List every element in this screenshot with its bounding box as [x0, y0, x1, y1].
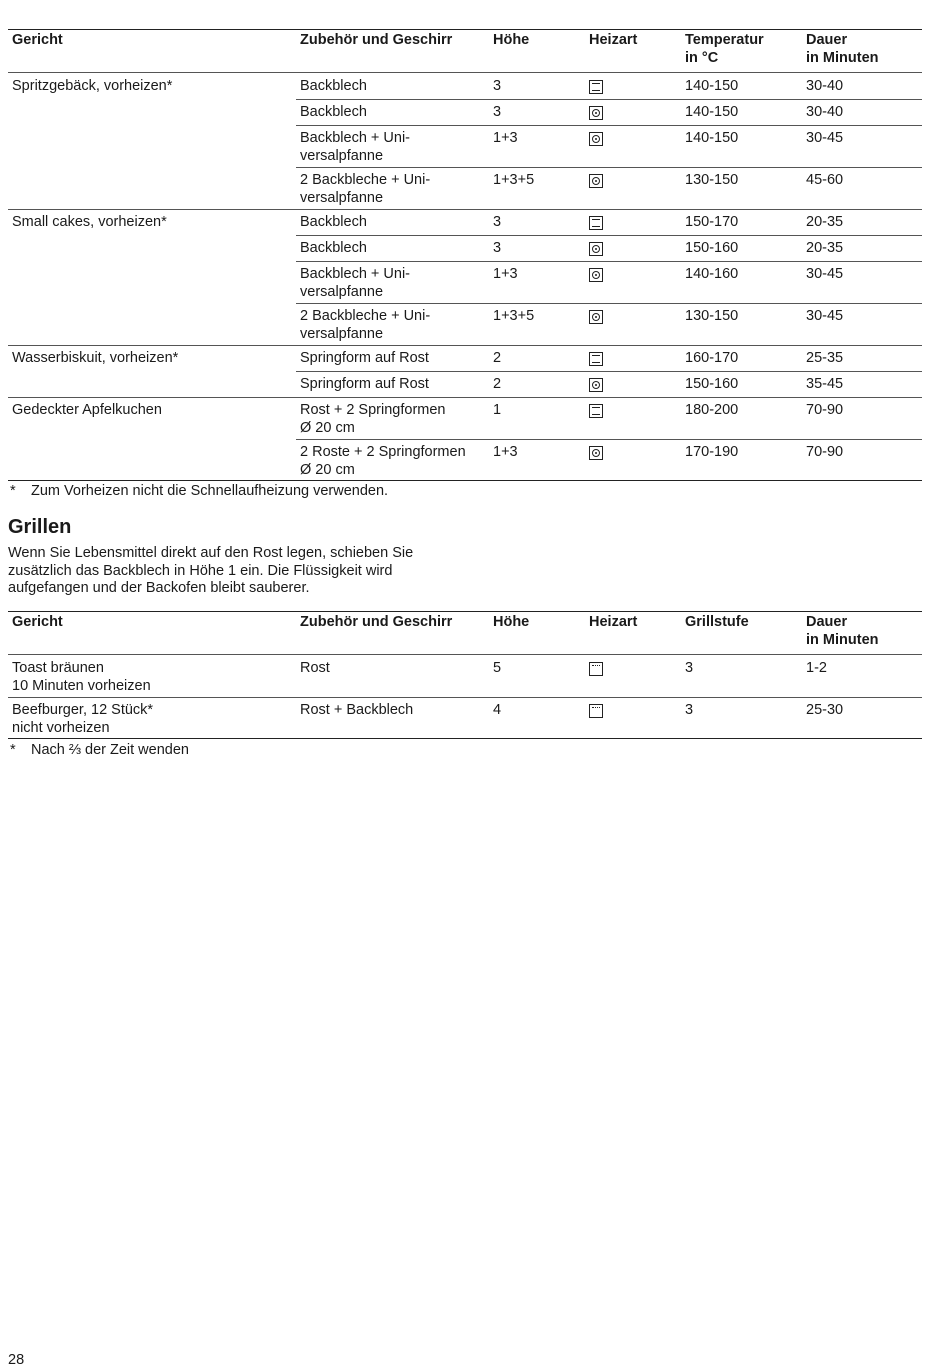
- duration: 30-40: [806, 78, 844, 94]
- temperature: 150-160: [685, 376, 739, 392]
- duration: 20-35: [806, 240, 844, 256]
- duration: 70-90: [806, 444, 844, 460]
- header-heating: Heizart: [589, 32, 638, 48]
- header-height: Höhe: [493, 614, 530, 630]
- accessory-line-2: versalpfanne: [300, 147, 384, 164]
- temperature: 140-160: [685, 266, 739, 282]
- grill-icon: [589, 662, 603, 676]
- dish-name: Gedeckter Apfelkuchen: [12, 402, 162, 418]
- dish-line-2: nicht vorheizen: [12, 719, 110, 736]
- heissluft-icon: [589, 268, 603, 282]
- row-rule: [8, 209, 922, 210]
- heissluft-icon: [589, 310, 603, 324]
- accessory-line-2: Ø 20 cm: [300, 461, 355, 478]
- accessory-line-1: Springform auf Rost: [300, 350, 429, 366]
- accessory-line-2: versalpfanne: [300, 283, 384, 300]
- dish-name: Spritzgebäck, vorheizen*: [12, 78, 173, 94]
- section-title: Grillen: [8, 516, 72, 538]
- oben-unten-icon: [589, 404, 603, 418]
- shelf-height: 2: [493, 350, 502, 366]
- temperature: 150-170: [685, 214, 739, 230]
- heissluft-icon: [589, 106, 603, 120]
- dish-line-1: Beefburger, 12 Stück*: [12, 702, 154, 718]
- dish-line-1: Toast bräunen: [12, 660, 104, 676]
- temperature: 170-190: [685, 444, 739, 460]
- accessory: [300, 78, 367, 96]
- temperature: 130-150: [685, 172, 739, 188]
- row-rule: [296, 261, 922, 262]
- heating-type: [589, 350, 603, 370]
- header-accessory: Zubehör und Geschirr: [300, 614, 453, 630]
- header-dish: Gericht: [12, 32, 63, 48]
- temperature: 180-200: [685, 402, 739, 418]
- accessory: [300, 172, 430, 207]
- duration: 30-45: [806, 266, 844, 282]
- table-bottom-rule: [8, 738, 922, 739]
- shelf-height: 1+3+5: [493, 308, 535, 324]
- row-rule: [8, 397, 922, 398]
- accessory: [300, 266, 410, 301]
- heating-type: [589, 444, 603, 464]
- accessory: [300, 240, 367, 258]
- heating-type: [589, 402, 603, 422]
- temperature: 130-150: [685, 308, 739, 324]
- header-heating: Heizart: [589, 614, 638, 630]
- duration: 30-45: [806, 130, 844, 146]
- duration: 45-60: [806, 172, 844, 188]
- heissluft-icon: [589, 446, 603, 460]
- accessory: [300, 308, 430, 343]
- heating-type: [589, 660, 603, 680]
- accessory-line-2: versalpfanne: [300, 325, 384, 342]
- accessory-line-1: Backblech: [300, 240, 367, 256]
- duration: 20-35: [806, 214, 844, 230]
- header-duration: Dauer in Minuten: [806, 32, 879, 66]
- oben-unten-icon: [589, 352, 603, 366]
- shelf-height: 1+3: [493, 444, 518, 460]
- grill-icon: [589, 704, 603, 718]
- heating-type: [589, 104, 603, 124]
- shelf-height: 3: [493, 78, 502, 94]
- row-rule: [296, 371, 922, 372]
- accessory: Rost + Backblech: [300, 702, 414, 718]
- grill-level: 3: [685, 702, 694, 718]
- heating-type: [589, 376, 603, 396]
- accessory-line-1: Rost + 2 Springformen: [300, 402, 446, 418]
- heissluft-icon: [589, 242, 603, 256]
- shelf-height: 4: [493, 702, 502, 718]
- dish-name: [12, 702, 153, 737]
- header-dish: Gericht: [12, 614, 63, 630]
- row-rule: [296, 303, 922, 304]
- accessory: Rost: [300, 660, 330, 676]
- header-duration: Dauer in Minuten: [806, 614, 879, 648]
- duration: 25-30: [806, 702, 844, 718]
- accessory: [300, 104, 367, 122]
- header-temperature: Temperatur in °C: [685, 32, 764, 66]
- temperature: 150-160: [685, 240, 739, 256]
- header-rule: [8, 72, 922, 73]
- grill-level: 3: [685, 660, 694, 676]
- dish-line-2: 10 Minuten vorheizen: [12, 677, 151, 694]
- header-grill-level: Grillstufe: [685, 614, 749, 630]
- accessory-line-1: 2 Roste + 2 Springformen: [300, 444, 466, 460]
- heating-type: [589, 130, 603, 150]
- temperature: 140-150: [685, 78, 739, 94]
- dish-name: Wasserbiskuit, vorheizen*: [12, 350, 179, 366]
- shelf-height: 3: [493, 240, 502, 256]
- duration: 30-40: [806, 104, 844, 120]
- duration: 25-35: [806, 350, 844, 366]
- heating-type: [589, 702, 603, 722]
- shelf-height: 1+3: [493, 130, 518, 146]
- accessory: [300, 444, 466, 479]
- row-rule: [8, 345, 922, 346]
- shelf-height: 1: [493, 402, 502, 418]
- header-rule: [8, 654, 922, 655]
- heating-type: [589, 172, 603, 192]
- heating-type: [589, 214, 603, 234]
- accessory-line-1: 2 Backbleche + Uni-: [300, 172, 431, 188]
- heating-type: [589, 266, 603, 286]
- shelf-height: 1+3: [493, 266, 518, 282]
- dish-name: [12, 660, 151, 695]
- table-bottom-rule: [8, 480, 922, 481]
- temperature: 140-150: [685, 130, 739, 146]
- row-rule: [296, 99, 922, 100]
- duration: 30-45: [806, 308, 844, 324]
- oben-unten-icon: [589, 216, 603, 230]
- accessory: [300, 376, 429, 394]
- accessory: [300, 350, 429, 368]
- heating-type: [589, 308, 603, 328]
- duration: 35-45: [806, 376, 844, 392]
- row-rule: [296, 439, 922, 440]
- table-top-rule: [8, 29, 922, 30]
- heissluft-icon: [589, 174, 603, 188]
- accessory-line-1: Springform auf Rost: [300, 376, 429, 392]
- shelf-height: 2: [493, 376, 502, 392]
- shelf-height: 5: [493, 660, 502, 676]
- accessory-line-1: Backblech: [300, 78, 367, 94]
- accessory-line-1: Backblech: [300, 104, 367, 120]
- accessory-line-1: Backblech: [300, 214, 367, 230]
- accessory-line-1: Backblech + Uni-: [300, 130, 411, 146]
- accessory: [300, 402, 445, 437]
- shelf-height: 1+3+5: [493, 172, 535, 188]
- row-rule: [8, 697, 922, 698]
- accessory-line-2: versalpfanne: [300, 189, 384, 206]
- accessory-line-1: 2 Backbleche + Uni-: [300, 308, 431, 324]
- header-accessory: Zubehör und Geschirr: [300, 32, 453, 48]
- accessory: [300, 130, 410, 165]
- shelf-height: 3: [493, 104, 502, 120]
- accessory: [300, 214, 367, 232]
- heissluft-icon: [589, 132, 603, 146]
- table-top-rule: [8, 611, 922, 612]
- shelf-height: 3: [493, 214, 502, 230]
- dish-name: Small cakes, vorheizen*: [12, 214, 167, 230]
- heating-type: [589, 240, 603, 260]
- duration: 1-2: [806, 660, 827, 676]
- row-rule: [296, 167, 922, 168]
- header-height: Höhe: [493, 32, 530, 48]
- accessory-line-2: Ø 20 cm: [300, 419, 355, 436]
- accessory-line-1: Backblech + Uni-: [300, 266, 411, 282]
- oben-unten-icon: [589, 80, 603, 94]
- duration: 70-90: [806, 402, 844, 418]
- temperature: 160-170: [685, 350, 739, 366]
- heating-type: [589, 78, 603, 98]
- page-number: 28: [8, 1352, 25, 1368]
- section-paragraph: Wenn Sie Lebensmittel direkt auf den Rost legen, schieben Sie zusätzlich das Backblech in Höhe 1 ein. Die Flüssigkeit wird aufgefangen und der Backofen bleibt sauberer.: [8, 545, 414, 596]
- temperature: 140-150: [685, 104, 739, 120]
- heissluft-icon: [589, 378, 603, 392]
- row-rule: [296, 125, 922, 126]
- row-rule: [296, 235, 922, 236]
